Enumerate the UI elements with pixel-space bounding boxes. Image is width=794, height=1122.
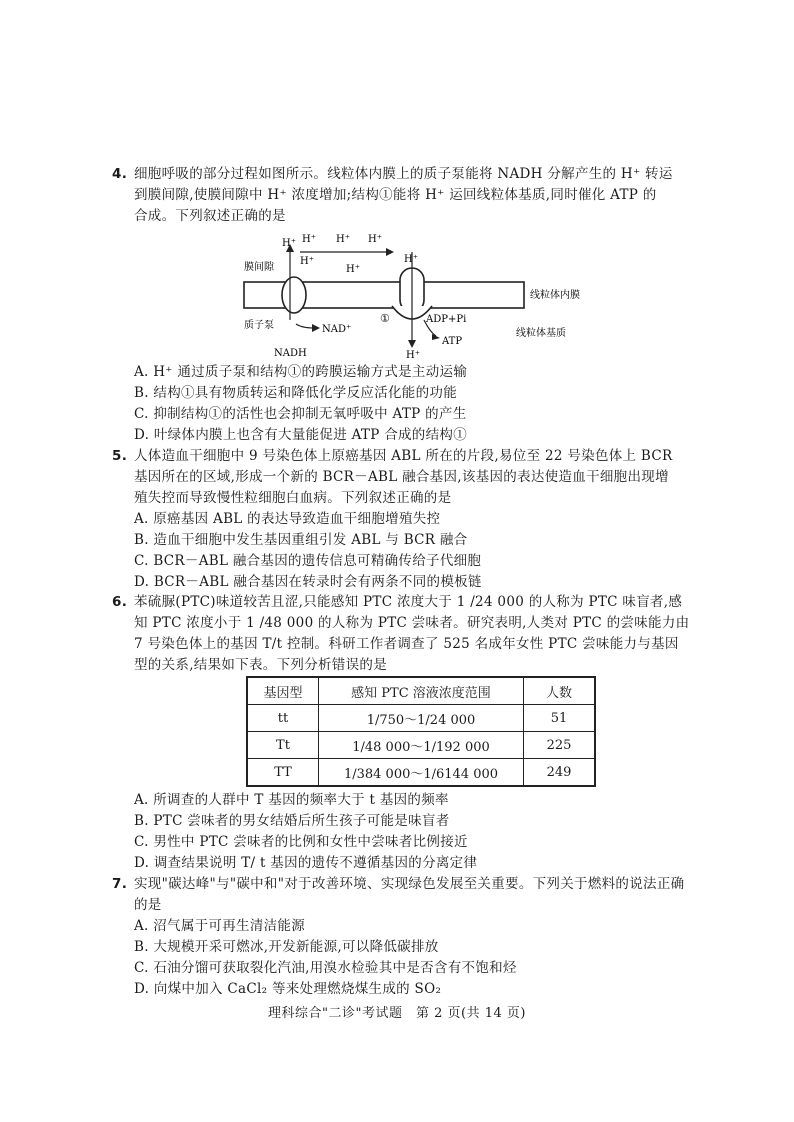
h-plus-label: H⁺ [346, 264, 360, 275]
option-b: B. 大规模开采可燃冰,开发新能源,可以降低碳排放 [134, 939, 439, 955]
option-b: B. PTC 尝味者的男女结婚后所生孩子可能是味盲者 [134, 813, 450, 829]
proton-pump-shape [282, 277, 306, 313]
question-stem [134, 446, 694, 509]
question-6-options [134, 790, 694, 874]
stem-line: 到膜间隙,使膜间隙中 H⁺ 浓度增加;结构①能将 H⁺ 运回线粒体基质,同时催化 ATP 的 [134, 187, 657, 203]
intermembrane-label: 膜间隙 [244, 262, 274, 273]
option-a: A. 沼气属于可再生清洁能源 [134, 918, 306, 934]
stem-line: 的是 [134, 897, 162, 913]
option-a: A. 原癌基因 ABL 的表达导致造血干细胞增殖失控 [134, 511, 441, 527]
ptc-table [246, 676, 596, 787]
table-cell: 1/48 000～1/192 000 [319, 732, 524, 759]
option-d: D. 叶绿体内膜上也含有大量能促进 ATP 合成的结构① [134, 427, 468, 443]
table-header: 基因型 [247, 677, 319, 705]
table-cell: 1/384 000～1/6144 000 [319, 759, 524, 787]
table-cell: TT [247, 759, 319, 787]
question-stem [134, 874, 694, 916]
h-plus-label: H⁺ [300, 256, 314, 267]
question-6 [112, 592, 694, 676]
h-plus-label: H⁺ [302, 234, 316, 245]
question-4 [112, 164, 694, 227]
question-number: 5. [112, 448, 128, 464]
h-plus-label: H⁺ [282, 238, 296, 249]
table-row [247, 759, 595, 787]
structure-1-label: ① [380, 312, 390, 325]
stem-line: 殖失控而导致慢性粒细胞白血病。下列叙述正确的是 [134, 490, 452, 506]
question-5 [112, 446, 694, 593]
option-c: C. 石油分馏可获取裂化汽油,用溴水检验其中是否含有不饱和烃 [134, 960, 517, 976]
stem-line: 细胞呼吸的部分过程如图所示。线粒体内膜上的质子泵能将 NADH 分解产生的 H⁺ 转运 [134, 166, 673, 182]
stem-line: 基因所在的区域,形成一个新的 BCR－ABL 融合基因,该基因的表达使造血干细胞出现增 [134, 469, 669, 485]
h-plus-label: H⁺ [406, 350, 420, 361]
mitochondria-diagram [240, 228, 580, 361]
question-number: 4. [112, 166, 128, 182]
table-header-row [247, 677, 595, 705]
stem-line: 实现"碳达峰"与"碳中和"对于改善环境、实现绿色发展至关重要。下列关于燃料的说法正确 [134, 876, 685, 892]
table-cell: 51 [524, 705, 596, 732]
option-b: B. 结构①具有物质转运和降低化学反应活化能的功能 [134, 385, 458, 401]
option-b: B. 造血干细胞中发生基因重组引发 ABL 与 BCR 融合 [134, 532, 468, 548]
stem-line: 知 PTC 浓度小于 1 /48 000 的人称为 PTC 尝味者。研究表明,人类对 PTC 的尝味能力由 [134, 615, 690, 631]
option-c: C. 男性中 PTC 尝味者的比例和女性中尝味者比例接近 [134, 834, 468, 850]
h-plus-label: H⁺ [368, 234, 382, 245]
option-a: A. 所调查的人群中 T 基因的频率大于 t 基因的频率 [134, 792, 449, 808]
question-stem [134, 164, 694, 227]
stem-line: 型的关系,结果如下表。下列分析错误的是 [134, 657, 387, 673]
table-header: 感知 PTC 溶液浓度范围 [319, 677, 524, 705]
proton-pump-label: 质子泵 [244, 320, 274, 331]
stem-line: 7 号染色体上的基因 T/t 控制。科研工作者调查了 525 名成年女性 PTC 尝味能力与基因 [134, 636, 679, 652]
question-number: 7. [112, 876, 128, 892]
inner-membrane-label: 线粒体内膜 [530, 290, 580, 301]
option-c: C. 抑制结构①的活性也会抑制无氧呼吸中 ATP 的产生 [134, 406, 467, 422]
nad-label: NAD⁺ [322, 324, 352, 335]
option-a: A. H⁺ 通过质子泵和结构①的跨膜运输方式是主动运输 [134, 364, 468, 380]
table-cell: 1/750～1/24 000 [319, 705, 524, 732]
page-footer: 理科综合"二诊"考试题 第 2 页(共 14 页) [268, 1006, 526, 1021]
option-d: D. 调查结果说明 T/ t 基因的遗传不遵循基因的分离定律 [134, 855, 478, 871]
nadh-label: NADH [274, 348, 307, 359]
table-row [247, 705, 595, 732]
table-cell: 249 [524, 759, 596, 787]
stem-line: 人体造血干细胞中 9 号染色体上原癌基因 ABL 所在的片段,易位至 22 号染色体上 BCR [134, 448, 673, 464]
question-number: 6. [112, 594, 128, 610]
table-cell: Tt [247, 732, 319, 759]
atp-label: ATP [442, 336, 463, 347]
table-header: 人数 [524, 677, 596, 705]
question-stem [134, 592, 694, 676]
h-plus-label: H⁺ [404, 254, 418, 265]
table-cell: 225 [524, 732, 596, 759]
option-c: C. BCR－ABL 融合基因的遗传信息可精确传给子代细胞 [134, 553, 482, 569]
matrix-label: 线粒体基质 [516, 328, 566, 339]
stem-line: 合成。下列叙述正确的是 [134, 208, 286, 224]
stem-line: 苯硫脲(PTC)味道较苦且涩,只能感知 PTC 浓度大于 1 /24 000 的人称为 PTC 味盲者,感 [134, 594, 683, 610]
question-7 [112, 874, 694, 1000]
option-d: D. 向煤中加入 CaCl₂ 等来处理燃烧煤生成的 SO₂ [134, 981, 442, 997]
table-row [247, 732, 595, 759]
adp-label: ADP+Pi [426, 314, 467, 325]
question-4-options [134, 362, 694, 446]
table-cell: tt [247, 705, 319, 732]
option-d: D. BCR－ABL 融合基因在转录时会有两条不同的模板链 [134, 574, 482, 590]
h-plus-label: H⁺ [336, 234, 350, 245]
